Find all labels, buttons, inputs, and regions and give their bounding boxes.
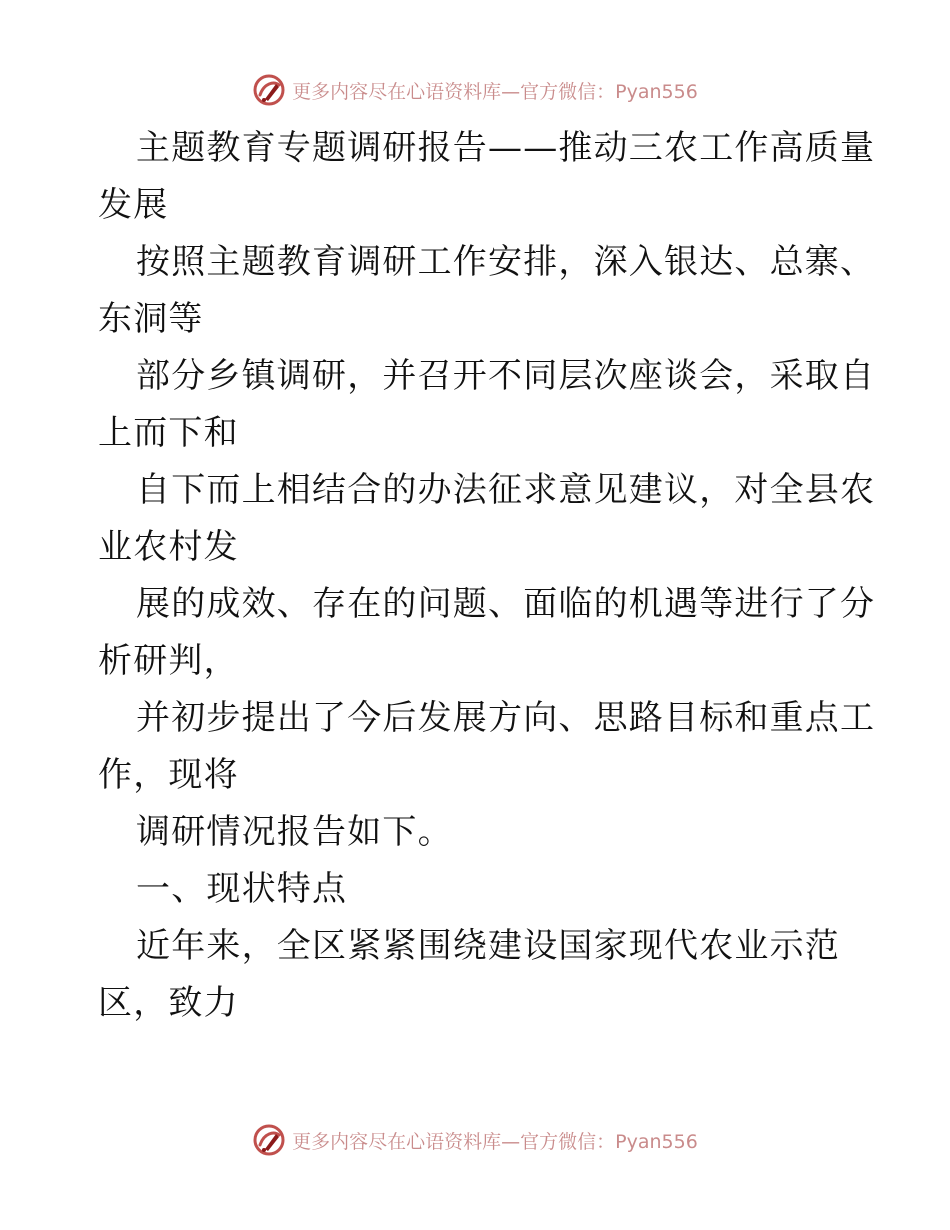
red-swirl-pen-logo-icon [252, 1123, 286, 1157]
red-swirl-pen-logo-icon [252, 73, 286, 107]
watermark-banner-top [0, 70, 950, 110]
text-line: 作，现将 [98, 755, 239, 795]
watermark-text: 更多内容尽在心语资料库—官方微信：Pyan556 [292, 1130, 698, 1153]
text-line: 调研情况报告如下。 [136, 812, 453, 852]
text-line: 区，致力 [98, 983, 239, 1023]
text-line: 部分乡镇调研，并召开不同层次座谈会，采取自 [136, 356, 876, 396]
text-line: 主题教育专题调研报告——推动三农工作高质量 [136, 128, 876, 168]
watermark-text: 更多内容尽在心语资料库—官方微信：Pyan556 [292, 80, 698, 103]
text-line: 东洞等 [98, 299, 204, 339]
text-line: 按照主题教育调研工作安排，深入银达、总寨、 [136, 242, 876, 282]
watermark-banner-bottom [0, 1120, 950, 1160]
text-line: 并初步提出了今后发展方向、思路目标和重点工 [136, 698, 876, 738]
document-body [98, 120, 876, 1032]
text-line: 上而下和 [98, 413, 239, 453]
text-line: 析研判， [98, 641, 239, 681]
text-line: 业农村发 [98, 527, 239, 567]
text-line: 近年来，全区紧紧围绕建设国家现代农业示范 [136, 926, 840, 966]
text-line: 发展 [98, 185, 169, 225]
text-line: 一、现状特点 [136, 869, 348, 909]
text-line: 展的成效、存在的问题、面临的机遇等进行了分 [136, 584, 876, 624]
text-line: 自下而上相结合的办法征求意见建议，对全县农 [136, 470, 876, 510]
